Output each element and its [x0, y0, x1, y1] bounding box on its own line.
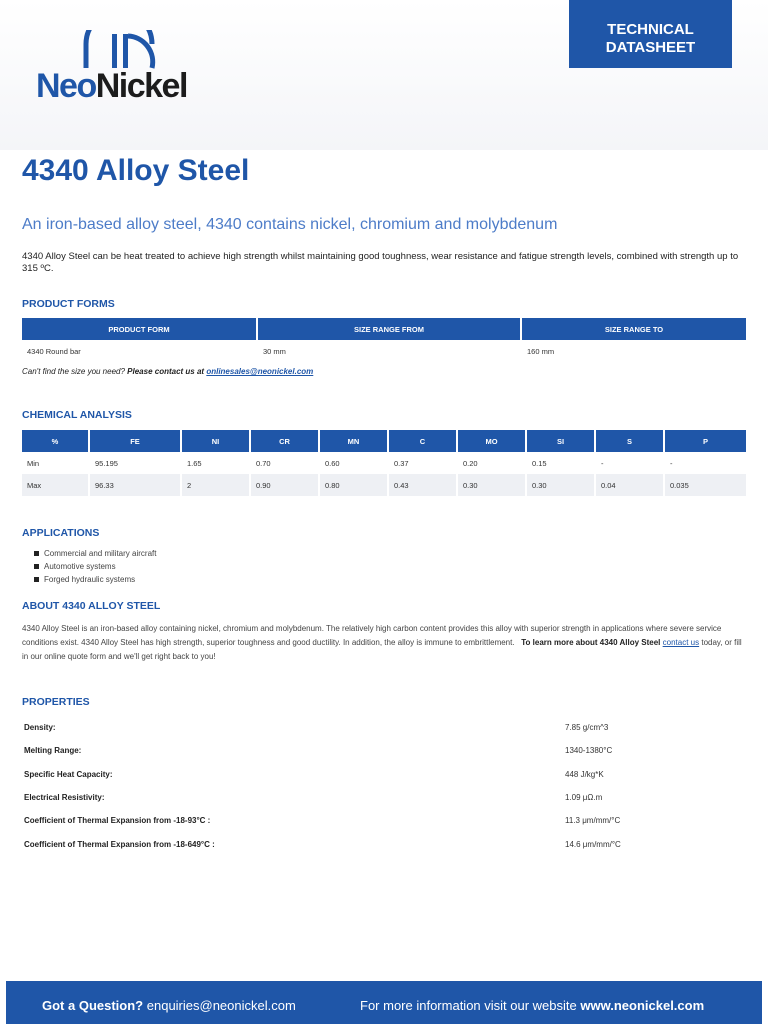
property-name: Specific Heat Capacity: — [24, 769, 113, 779]
col-c: C — [389, 430, 456, 452]
table-header-row — [22, 430, 746, 452]
property-value: 11.3 μm/mm/°C — [565, 816, 621, 826]
about-paragraph — [22, 622, 748, 664]
property-value: 7.85 g/cm^3 — [565, 723, 609, 733]
table-cell: 0.80 — [320, 474, 387, 496]
table-cell: 0.70 — [256, 458, 271, 468]
table-row — [22, 474, 746, 496]
logo-nickel: Nickel — [95, 67, 187, 105]
list-item: Forged hydraulic systems — [34, 573, 156, 586]
col-product-form: PRODUCT FORM — [22, 318, 256, 340]
chemical-analysis-table — [20, 430, 748, 496]
properties-list — [22, 716, 748, 856]
property-row — [22, 716, 748, 739]
about-cta-rest: today, or fill in our online quote form and we'll get right back to you! — [22, 638, 742, 661]
property-row — [22, 739, 748, 762]
about-text: 4340 Alloy Steel is an iron-based alloy containing nickel, chromium and molybdenum. The relatively high carbon content provides this alloy with superior strength in applications where severe service conditions exist. 4340 Alloy Steel has high strength, superior toughness and good ductility. In addition, the alloy is immune to embrittlement. — [22, 624, 722, 647]
page-title: 4340 Alloy Steel — [22, 154, 250, 187]
table-cell: 0.035 — [665, 474, 746, 496]
table-cell: 160 mm — [527, 346, 555, 356]
logo-arch-icon — [74, 30, 164, 70]
neonickel-logo[interactable] — [36, 30, 216, 105]
logo-wordmark — [36, 68, 187, 104]
table-cell: 0.04 — [596, 474, 663, 496]
col-size-to: SIZE RANGE TO — [522, 318, 746, 340]
property-value: 1.09 μΩ.m — [565, 793, 603, 803]
property-row — [22, 786, 748, 809]
table-cell: 0.43 — [389, 474, 456, 496]
property-row — [22, 809, 748, 832]
table-cell: 0.20 — [463, 458, 478, 468]
table-cell: 0.30 — [527, 474, 594, 496]
about-heading: ABOUT 4340 ALLOY STEEL — [22, 600, 161, 612]
list-item: Commercial and military aircraft — [34, 547, 156, 560]
property-name: Coefficient of Thermal Expansion from -18-649°C : — [24, 839, 215, 849]
table-cell: Min — [27, 458, 40, 468]
property-value: 448 J/kg*K — [565, 769, 604, 779]
col-mo: MO — [458, 430, 525, 452]
property-name: Coefficient of Thermal Expansion from -18-93°C : — [24, 816, 211, 826]
badge-line-1: TECHNICAL — [607, 21, 694, 38]
about-cta-bold: To learn more about 4340 Alloy Steel — [521, 638, 661, 647]
product-forms-heading: PRODUCT FORMS — [22, 298, 115, 310]
page-subtitle: An iron-based alloy steel, 4340 contains nickel, chromium and molybdenum — [22, 216, 558, 233]
property-name: Density: — [24, 723, 56, 733]
col-s: S — [596, 430, 663, 452]
intro-paragraph: 4340 Alloy Steel can be heat treated to achieve high strength whilst maintaining good toughness, wear resistance and fatigue strength levels, combined with strength up to 315 ºC. — [22, 251, 739, 274]
badge-line-2: DATASHEET — [605, 39, 696, 56]
table-cell: 0.37 — [394, 458, 409, 468]
contact-note — [22, 367, 313, 376]
col-fe: FE — [90, 430, 180, 452]
col-si: SI — [527, 430, 594, 452]
table-cell: 96.33 — [90, 474, 180, 496]
property-name: Melting Range: — [24, 746, 82, 756]
table-cell: 0.30 — [458, 474, 525, 496]
applications-list — [34, 547, 156, 586]
product-forms-table — [20, 318, 748, 362]
chemical-analysis-heading: CHEMICAL ANALYSIS — [22, 409, 132, 421]
properties-heading: PROPERTIES — [22, 696, 90, 708]
footer-bar — [6, 981, 762, 1024]
footer-question-label: Got a Question? — [42, 998, 144, 1013]
table-header-row — [22, 318, 746, 340]
col-ni: NI — [182, 430, 249, 452]
footer-info — [360, 998, 704, 1013]
table-cell: - — [670, 458, 673, 468]
applications-heading: APPLICATIONS — [22, 527, 100, 539]
property-row — [22, 832, 748, 855]
col-cr: CR — [251, 430, 318, 452]
table-cell: - — [601, 458, 604, 468]
contact-note-bold: Please contact us at — [127, 367, 205, 376]
col-size-from: SIZE RANGE FROM — [258, 318, 520, 340]
contact-note-prefix: Can't find the size you need? — [22, 367, 125, 376]
footer-info-text: For more information visit our website — [360, 998, 577, 1013]
table-cell: 0.90 — [251, 474, 318, 496]
table-cell: 30 mm — [263, 346, 286, 356]
property-name: Electrical Resistivity: — [24, 793, 105, 803]
table-cell: 4340 Round bar — [27, 346, 81, 356]
table-cell: Max — [22, 474, 88, 496]
table-cell: 1.65 — [187, 458, 202, 468]
logo-neo: Neo — [36, 67, 96, 105]
table-cell: 0.15 — [532, 458, 547, 468]
col-p: P — [665, 430, 746, 452]
col-mn: MN — [320, 430, 387, 452]
website-link[interactable]: www.neonickel.com — [580, 998, 705, 1013]
table-row — [22, 340, 746, 362]
contact-us-link[interactable]: contact us — [662, 638, 700, 647]
table-row — [22, 452, 746, 474]
table-cell: 0.60 — [325, 458, 340, 468]
footer-question — [42, 998, 296, 1013]
table-cell: 95.195 — [95, 458, 118, 468]
table-cell: 2 — [182, 474, 249, 496]
technical-datasheet-badge — [569, 0, 732, 68]
enquiries-email-link[interactable]: enquiries@neonickel.com — [146, 998, 296, 1013]
onlinesales-email-link[interactable]: onlinesales@neonickel.com — [206, 367, 314, 376]
col-percent: % — [22, 430, 88, 452]
list-item: Automotive systems — [34, 560, 156, 573]
property-value: 1340-1380°C — [565, 746, 613, 756]
property-row — [22, 763, 748, 786]
property-value: 14.6 μm/mm/°C — [565, 839, 621, 849]
